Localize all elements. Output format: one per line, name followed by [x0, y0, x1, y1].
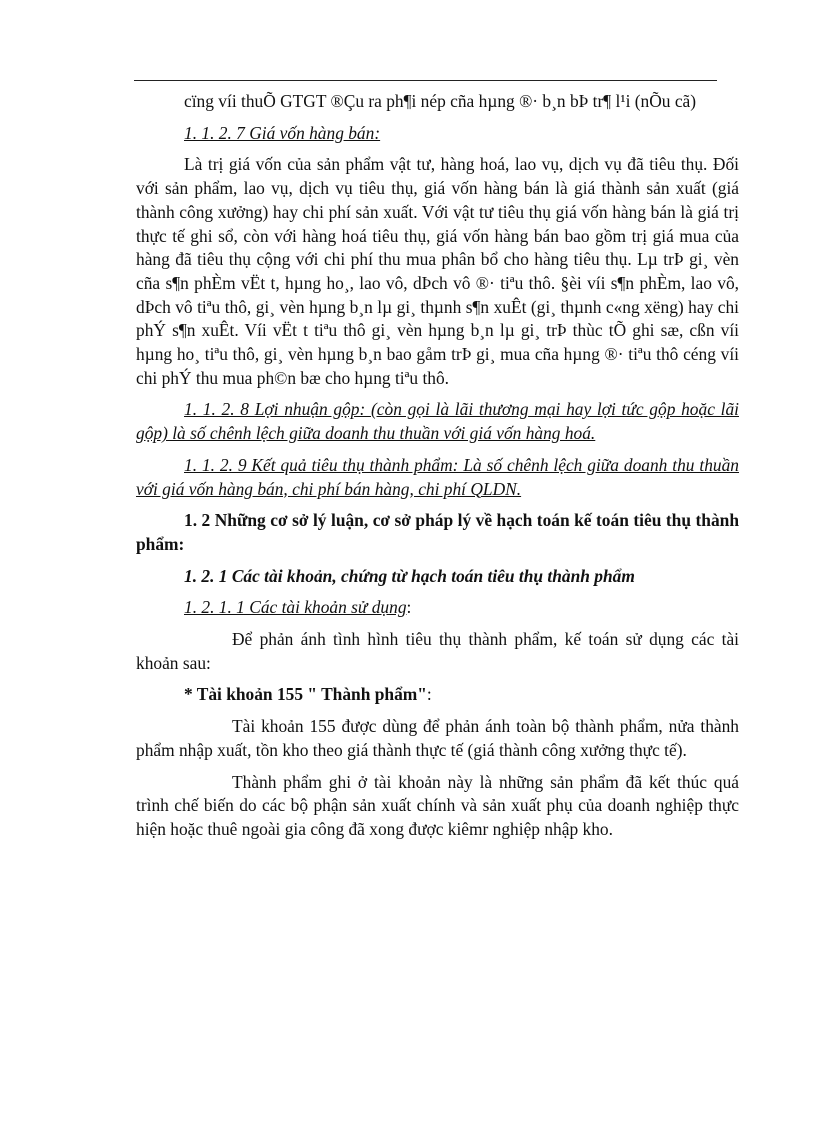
heading-accounts-used-label: 1. 2. 1. 1 Các tài khoản sử dụng: [184, 597, 407, 618]
heading-cost-of-goods: 1. 1. 2. 7 Giá vốn hàng bán:: [184, 122, 381, 143]
paragraph-cost-of-goods: Là trị giá vốn của sản phẩm vật tư, hàng hoá, lao vụ, dịch vụ đã tiêu thụ. Đối với sản phẩm, lao vụ, dịch vụ tiêu thụ, giá vốn hàng bán là giá thành sản xuất (giá thành công xưởng) hay chi phí sản xuất. Với vật tư tiêu thụ giá vốn hàng bán là giá trị thực tế ghi sổ, còn với hàng hoá tiêu thụ, giá vốn hàng bán bao gồm trị giá mua của hàng đã tiêu thụ cộng với chi phí thu mua phân bổ cho hàng tiêu thụ. Lµ trÞ gi¸ vèn cña s¶n phÈm vËt t, hµng ho¸, lao vô, dÞch vô ®· tiªu thô. §èi víi s¶n phÈm, lao vô, dÞch vô tiªu thô, gi¸ vèn hµng b¸n lµ gi¸ thµnh s¶n xuÊt (gi¸ thµnh c«ng xëng) hay chi phÝ s¶n xuÊt. Víi vËt t tiªu thô gi¸ vèn hµng b¸n lµ gi¸ trÞ thùc tÕ ghi sæ, cßn víi hµng ho¸ tiªu thô, gi¸ vèn hµng b¸n bao gåm trÞ gi¸ mua cña hµng ®· tiªu thô céng víi chi phÝ thu mua ph©n bæ cho hµng tiªu thô.: [136, 154, 739, 388]
paragraph-gross-profit: 1. 1. 2. 8 Lợi nhuận gộp: (còn gọi là lãi thương mại hay lợi tức gộp hoặc lãi gộp) là số chênh lệch giữa doanh thu thuần với giá vốn hàng hoá.: [136, 399, 739, 444]
heading-accounts-used: [136, 596, 739, 620]
paragraph-finished-goods: Thành phẩm ghi ở tài khoản này là những sản phẩm đã kết thúc quá trình chế biến do các bộ phận sản xuất chính và sản xuất phụ của doanh nghiệp thực hiện hoặc thuê ngoài gia công đã xong được kiêmr nghiệp nhập kho.: [136, 771, 739, 839]
paragraph-vat-note: cïng víi thuÕ GTGT ®Çu ra ph¶i nép cña hµng ®· b¸n bÞ tr¶ l¹i (nÕu cã): [184, 91, 697, 111]
heading-account-155-label: * Tài khoản 155 " Thành phẩm": [184, 684, 427, 705]
heading-account-155: [136, 683, 739, 707]
heading-section-1-2-1: 1. 2. 1 Các tài khoản, chứng từ hạch toán tiêu thụ thành phẩm: [184, 565, 635, 586]
heading-account-155-suffix: :: [426, 684, 432, 705]
header-rule: [134, 80, 717, 81]
document-body: [136, 90, 739, 850]
heading-section-1-2: 1. 2 Những cơ sở lý luận, cơ sở pháp lý về hạch toán kế toán tiêu thụ thành phẩm:: [136, 510, 739, 554]
paragraph-account-155-desc: Tài khoản 155 được dùng để phản ánh toàn bộ thành phẩm, nửa thành phẩm nhập xuất, tồn kho theo giá thành thực tế (giá thành công xưởng thực tế).: [136, 716, 739, 760]
paragraph-accounts-intro: Để phản ánh tình hình tiêu thụ thành phẩm, kế toán sử dụng các tài khoản sau:: [136, 629, 739, 673]
heading-accounts-used-suffix: :: [406, 597, 412, 618]
paragraph-sales-result: 1. 1. 2. 9 Kết quả tiêu thụ thành phẩm: Là số chênh lệch giữa doanh thu thuần với giá vốn hàng bán, chi phí bán hàng, chi phí QLDN.: [136, 454, 739, 499]
